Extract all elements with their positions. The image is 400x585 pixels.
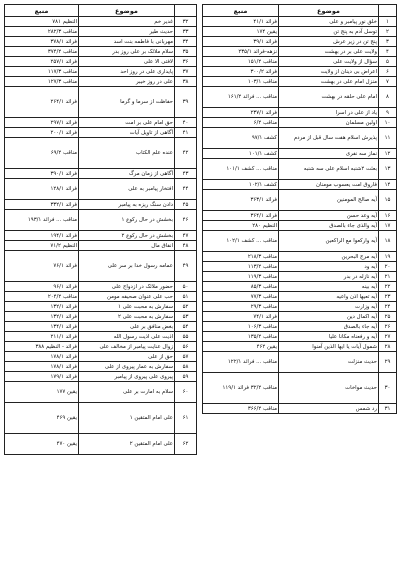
table-row (203, 77, 397, 87)
table-row (203, 262, 397, 272)
table-row (203, 190, 397, 211)
table-row (5, 332, 197, 342)
table-row (5, 67, 197, 77)
row-topic: عمامه رسول خدا بر سر علی (79, 251, 175, 282)
row-number: ۱۷ (379, 221, 397, 231)
row-topic: حفاظت از سرما و گرما (79, 87, 175, 118)
row-topic: سؤال از ولایت علی (279, 57, 379, 67)
row-topic: آیه ود (279, 262, 379, 272)
row-number: ۲۴ (379, 302, 397, 312)
row-number: ۲۹ (379, 352, 397, 373)
row-source: مناقب ۱۱۳/۲ (203, 262, 279, 272)
row-source: فرائد ۱۳۴/۱ (5, 322, 79, 332)
row-source: فرائد ۱۲۸/۱ (5, 179, 79, 200)
row-number: ۴۱ (175, 128, 197, 138)
row-number: ۱۶ (379, 211, 397, 221)
table-row (203, 159, 397, 180)
row-topic: آیه وعد حسن (279, 211, 379, 221)
row-number: ۵ (379, 57, 397, 67)
row-topic: یاد از علی در اسرا (279, 108, 379, 118)
row-topic: بغض منافق بر علی (79, 322, 175, 332)
row-number: ۱۳ (379, 159, 397, 180)
row-number: ۱۴ (379, 180, 397, 190)
table-row (5, 27, 197, 37)
row-number: ۱۲ (379, 149, 397, 159)
row-source: فرائد ۳۳۲/۱ (5, 200, 79, 210)
row-topic: انفاق مال (79, 241, 175, 251)
row-source: مناقب ۱۳۵/۲ (203, 332, 279, 342)
table-row (203, 27, 397, 37)
row-number: ۵۰ (175, 282, 197, 292)
row-topic: آیه والذی جاء بالصدق (279, 221, 379, 231)
row-topic: آیه مرج البحرین (279, 252, 379, 262)
row-topic: آگاهی از تاویل آیات (79, 128, 175, 138)
row-number: ۵۸ (175, 362, 197, 372)
row-topic: آگاهی از زمان مرگ (79, 169, 175, 179)
row-source: فرائد ۱۷۸/۱ (5, 362, 79, 372)
row-topic: آیه صالح المومنین (279, 190, 379, 211)
row-number: ۸ (379, 87, 397, 108)
row-topic: اولین مسلمان (279, 118, 379, 128)
header-number (175, 5, 197, 17)
table-row (5, 241, 197, 251)
row-number: ۴۴ (175, 179, 197, 200)
row-source: یقین ۴۶۹ (5, 403, 79, 434)
table-row (203, 149, 397, 159)
row-number: ۲۱ (379, 272, 397, 282)
row-number: ۶۰ (175, 382, 197, 403)
row-source: مناقب ۶/۲ (203, 118, 279, 128)
row-topic: بخشش در حال رکوع ۱ (79, 210, 175, 231)
row-number: ۵۶ (175, 342, 197, 352)
table-row (5, 282, 197, 292)
row-number: ۵۳ (175, 312, 197, 322)
table-row (5, 179, 197, 200)
table-row (5, 302, 197, 312)
row-topic: عنده علم الکتاب (79, 138, 175, 169)
row-number: ۴۲ (175, 138, 197, 169)
table-row (203, 373, 397, 404)
row-number: ۲۰ (379, 262, 397, 272)
row-topic: علی امام المتقین ۲ (79, 434, 175, 455)
row-number: ۴ (379, 47, 397, 57)
table-row (203, 302, 397, 312)
table-row (203, 57, 397, 67)
row-source: فرائد ۲۳۷/۱ (203, 108, 279, 118)
row-number: ۴۶ (175, 210, 197, 231)
row-topic: حق امام علی بر امت (79, 118, 175, 128)
row-topic: امام علی حلقه در بهشت (279, 87, 379, 108)
row-topic: سلام به امارت بر علی (79, 382, 175, 403)
row-source: مناقب ۱۰۶/۳ (203, 322, 279, 332)
header-topic: موضوع (279, 5, 379, 17)
table-row (5, 322, 197, 332)
row-number: ۵۴ (175, 322, 197, 332)
row-number: ۲ (379, 27, 397, 37)
row-topic: بعثت ۲شنبه اسلام علی سه شنبه (279, 159, 379, 180)
row-source: مناقب ۳۷۴/۲ (5, 47, 79, 57)
row-source: مناقب ... فرائد ۱۹۳/۱ (5, 210, 79, 231)
row-topic: علی در روز خیبر (79, 77, 175, 87)
row-source: مناقب ... کشف ۱۰۱/۱ (203, 159, 279, 180)
table-row (5, 210, 197, 231)
row-number: ۲۵ (379, 312, 397, 322)
table-row (5, 87, 197, 118)
table-row (5, 17, 197, 27)
row-source: فرائد ۲۶۴/۱ (5, 87, 79, 118)
row-source: النظیم ۷۸۱ (5, 17, 79, 27)
table-row (203, 128, 397, 149)
row-source: فرائد ۷۶/۱ (5, 251, 79, 282)
table-row (5, 382, 197, 403)
row-number: ۳۷ (175, 67, 197, 77)
table-row (5, 231, 197, 241)
row-source: فرائد ۳۹۰/۱ (5, 169, 79, 179)
row-topic: توسل آدم به پنج تن (279, 27, 379, 37)
table-right-body (203, 17, 397, 414)
row-topic: لافتی الا علی (79, 57, 175, 67)
row-number: ۳۵ (175, 47, 197, 57)
row-source: فرائد ۲۱۱/۱ (5, 332, 79, 342)
table-row (5, 138, 197, 169)
row-number: ۴۸ (175, 241, 197, 251)
row-source: مناقب ... فرائد ۱۶۱/۲ (203, 87, 279, 108)
row-topic: سفارش به محبت علی ۱ (79, 302, 175, 312)
row-number: ۴۷ (175, 231, 197, 241)
row-number: ۵۹ (175, 372, 197, 382)
row-source: فرائد ۳۷۸/۱ (5, 37, 79, 47)
table-row (203, 322, 397, 332)
header-number (379, 5, 397, 17)
table-row (203, 332, 397, 342)
row-topic: حدیث مواخات (279, 373, 379, 404)
row-topic: آیه تعیها اذن واعیه (279, 292, 379, 302)
table-row (5, 312, 197, 322)
row-number: ۳۱ (379, 404, 397, 414)
row-source: مناقب ۳۲/۲ فرائد ۱۱۹/۱ (203, 373, 279, 404)
row-source: مناقب ۲۹/۳ (203, 302, 279, 312)
row-source: کشف ۱۰۱/۱ (203, 149, 279, 159)
row-number: ۱ (379, 17, 397, 27)
row-topic: فاروق امت یعسوب مومنان (279, 180, 379, 190)
header-topic: موضوع (79, 5, 175, 17)
table-row (203, 312, 397, 322)
row-source: فرائد ۲۰۰/۱ (5, 128, 79, 138)
row-source: مناقب ۶۹/۲ (5, 138, 79, 169)
row-source: مناقب ۲۱۸/۳ (203, 252, 279, 262)
row-number: ۱۰ (379, 118, 397, 128)
row-topic: دادن سنگ ریزه به پیامبر (79, 200, 175, 210)
table-row (203, 282, 397, 292)
row-topic: حدیث منزلت (279, 352, 379, 373)
row-topic: آیه بینه (279, 282, 379, 292)
row-topic: سفارش به محبت علی ۲ (79, 312, 175, 322)
row-source: مناقب ۱۲۷/۳ (5, 77, 79, 87)
row-number: ۳۰ (379, 373, 397, 404)
table-row (5, 57, 197, 67)
row-number: ۹ (379, 108, 397, 118)
table-row (5, 362, 197, 372)
row-source: مناقب ۳۶۶/۲ (203, 404, 279, 414)
row-topic: منزل امام علی در بهشت (279, 77, 379, 87)
row-number: ۴۳ (175, 169, 197, 179)
table-row (5, 292, 197, 302)
row-number: ۶۱ (175, 403, 197, 434)
table-row (5, 342, 197, 352)
header-source: منبع (203, 5, 279, 17)
table-row (203, 272, 397, 282)
row-topic: آیه اکمال دین (279, 312, 379, 322)
row-number: ۶ (379, 67, 397, 77)
row-number: ۳۸ (175, 77, 197, 87)
row-source: مناقب ... کشف ۱۰۲/۱ (203, 231, 279, 252)
row-number: ۱۸ (379, 231, 397, 252)
row-topic: علی امام المتقین ۱ (79, 403, 175, 434)
row-source: مناقب ۲۰۴/۲ (5, 292, 79, 302)
row-number: ۳۹ (175, 87, 197, 118)
row-topic: آیه جاء بالصدق (279, 322, 379, 332)
table-row (203, 342, 397, 352)
row-number: ۲۲ (379, 282, 397, 292)
table-row (203, 180, 397, 190)
row-source: فرائد ۲۹۷/۱ (5, 118, 79, 128)
table-row (5, 47, 197, 57)
table-row (203, 87, 397, 108)
row-topic: اذیت علی اذیت رسول الله (79, 332, 175, 342)
row-source: النظیم ۲۸۰ (203, 221, 279, 231)
row-source: فرائد ۳۶۳/۱ (203, 190, 279, 211)
row-number: ۱۱ (379, 128, 397, 149)
row-number: ۳۶ (175, 57, 197, 67)
row-topic: ولایت علی بر در بهشت (279, 47, 379, 57)
row-source: مناقب ۲۸۲/۳ (5, 27, 79, 37)
table-row (5, 352, 197, 362)
row-number: ۴۰ (175, 118, 197, 128)
row-topic: غدیر خم (79, 17, 175, 27)
row-topic: آیه وزارت (279, 302, 379, 312)
table-row (203, 118, 397, 128)
row-source: فرائد ۳۰۰/۲ (203, 67, 279, 77)
table-row (5, 77, 197, 87)
row-topic: آیه نازله در بدر (279, 272, 379, 282)
row-number: ۳ (379, 37, 397, 47)
table-row (203, 352, 397, 373)
table-row (203, 231, 397, 252)
row-topic: رد شمس (279, 404, 379, 414)
row-source: کشف ۹۷/۱ (203, 128, 279, 149)
table-row (5, 200, 197, 210)
row-source: مناقب ۷۷/۳ (203, 292, 279, 302)
row-topic: حضور ملائک در ازدواج علی (79, 282, 175, 292)
row-topic: افتخار پیامبر به علی (79, 179, 175, 200)
row-source: فرائد ۱۳۲/۱ (5, 302, 79, 312)
row-topic: حدیث طیر (79, 27, 175, 37)
row-source: مناقب ۱۵۱/۲ (203, 57, 279, 67)
row-topic: حب علی عنوان صحیفه مومن (79, 292, 175, 302)
row-number: ۳۴ (175, 37, 197, 47)
table-row (5, 169, 197, 179)
row-source: النظیم ۷۱/۲ (5, 241, 79, 251)
row-source: مناقب ۱۱۷/۳ (5, 67, 79, 77)
row-source: فرائد ۹۶/۱ (5, 282, 79, 292)
row-source: یقین ۴۶۲ (203, 342, 279, 352)
row-source: فرائد ۲۵۷/۱ (5, 57, 79, 67)
row-source: یقین ۱۷۷ (5, 382, 79, 403)
table-row (5, 37, 197, 47)
row-source: فرائد ۱۷۸/۱ (5, 352, 79, 362)
row-source: مناقب ۸۵/۳ (203, 282, 279, 292)
row-source: فرائد ۳۶۴/۱ (203, 211, 279, 221)
table-left (4, 4, 197, 455)
row-source: یقین ۴۷۰ (5, 434, 79, 455)
table-left-body (5, 17, 197, 455)
row-number: ۵۷ (175, 352, 197, 362)
row-source: مناقب ۱۰۳/۱ (203, 77, 279, 87)
row-source: فرائد ۷۴/۱ (203, 312, 279, 322)
table-row (5, 118, 197, 128)
row-source: مناقب ۱۱۹/۳ (203, 272, 279, 282)
row-number: ۲۳ (379, 292, 397, 302)
row-number: ۵۲ (175, 302, 197, 312)
row-number: ۳۲ (175, 17, 197, 27)
row-topic: پنج تن در زیر عرش (279, 37, 379, 47)
row-topic: سفارش به عمار پیروی از علی (79, 362, 175, 372)
row-topic: زوال عنایت پیامبر از مخالف علی (79, 342, 175, 352)
row-topic: پذیرش اسلام هفت سال قبل از مردم (279, 128, 379, 149)
row-number: ۲۸ (379, 342, 397, 352)
table-row (203, 37, 397, 47)
row-topic: پایداری علی در روز احد (79, 67, 175, 77)
table-row (203, 221, 397, 231)
row-source: فرائد ۴۱/۱ (203, 17, 279, 27)
table-row (203, 292, 397, 302)
row-topic: مهربانی با فاطمه بنت اسد (79, 37, 175, 47)
row-topic: پیروی علی پیروی از پیامبر (79, 372, 175, 382)
table-row (203, 211, 397, 221)
row-number: ۵۱ (175, 292, 197, 302)
row-topic: آیه و رفعناه مکانا علیا (279, 332, 379, 342)
row-source: فرائد ۱۷۹/۱ (5, 372, 79, 382)
row-number: ۱۹ (379, 252, 397, 262)
row-source: نزهه-فرائد ۲۳۵/۱ (203, 47, 279, 57)
row-topic: بخشش در حال رکوع ۲ (79, 231, 175, 241)
row-number: ۴۵ (175, 200, 197, 210)
table-row (5, 403, 197, 434)
table-right (202, 4, 397, 414)
row-topic: حق از علی (79, 352, 175, 362)
row-topic: سلام ملائک بر علی روز بدر (79, 47, 175, 57)
row-number: ۷ (379, 77, 397, 87)
table-row (5, 372, 197, 382)
table-row (203, 404, 397, 414)
row-number: ۲۶ (379, 322, 397, 332)
row-source: فرائد - النظیم ۳۸۸ (5, 342, 79, 352)
table-row (5, 434, 197, 455)
header-source: منبع (5, 5, 79, 17)
table-row (5, 251, 197, 282)
row-topic: خلق نور پیامبر و علی (279, 17, 379, 27)
table-row (203, 67, 397, 77)
table-row (203, 108, 397, 118)
row-source: فرائد ۱۳۲/۱ (5, 312, 79, 322)
row-number: ۲۷ (379, 332, 397, 342)
row-source: مناقب ... فرائد ۱۲۲/۱ (203, 352, 279, 373)
row-source: فرائد ۱۹۴/۱ (5, 231, 79, 241)
row-number: ۴۹ (175, 251, 197, 282)
row-topic: اعراض بی دینان از ولایت (279, 67, 379, 77)
row-topic: نماز سه نفری (279, 149, 379, 159)
table-row (5, 128, 197, 138)
row-topic: شمول آیات یا ایها الذین آمنوا (279, 342, 379, 352)
row-topic: آیه وارکعوا مع الراکعین (279, 231, 379, 252)
row-number: ۵۵ (175, 332, 197, 342)
row-number: ۳۳ (175, 27, 197, 37)
document-page (4, 4, 396, 581)
row-source: فرائد ۳۹/۱ (203, 37, 279, 47)
row-source: کشف ۱۰۲/۱ (203, 180, 279, 190)
table-row (203, 17, 397, 27)
row-number: ۶۲ (175, 434, 197, 455)
table-row (203, 47, 397, 57)
table-row (203, 252, 397, 262)
row-number: ۱۵ (379, 190, 397, 211)
row-source: یقین ۱۷۴ (203, 27, 279, 37)
